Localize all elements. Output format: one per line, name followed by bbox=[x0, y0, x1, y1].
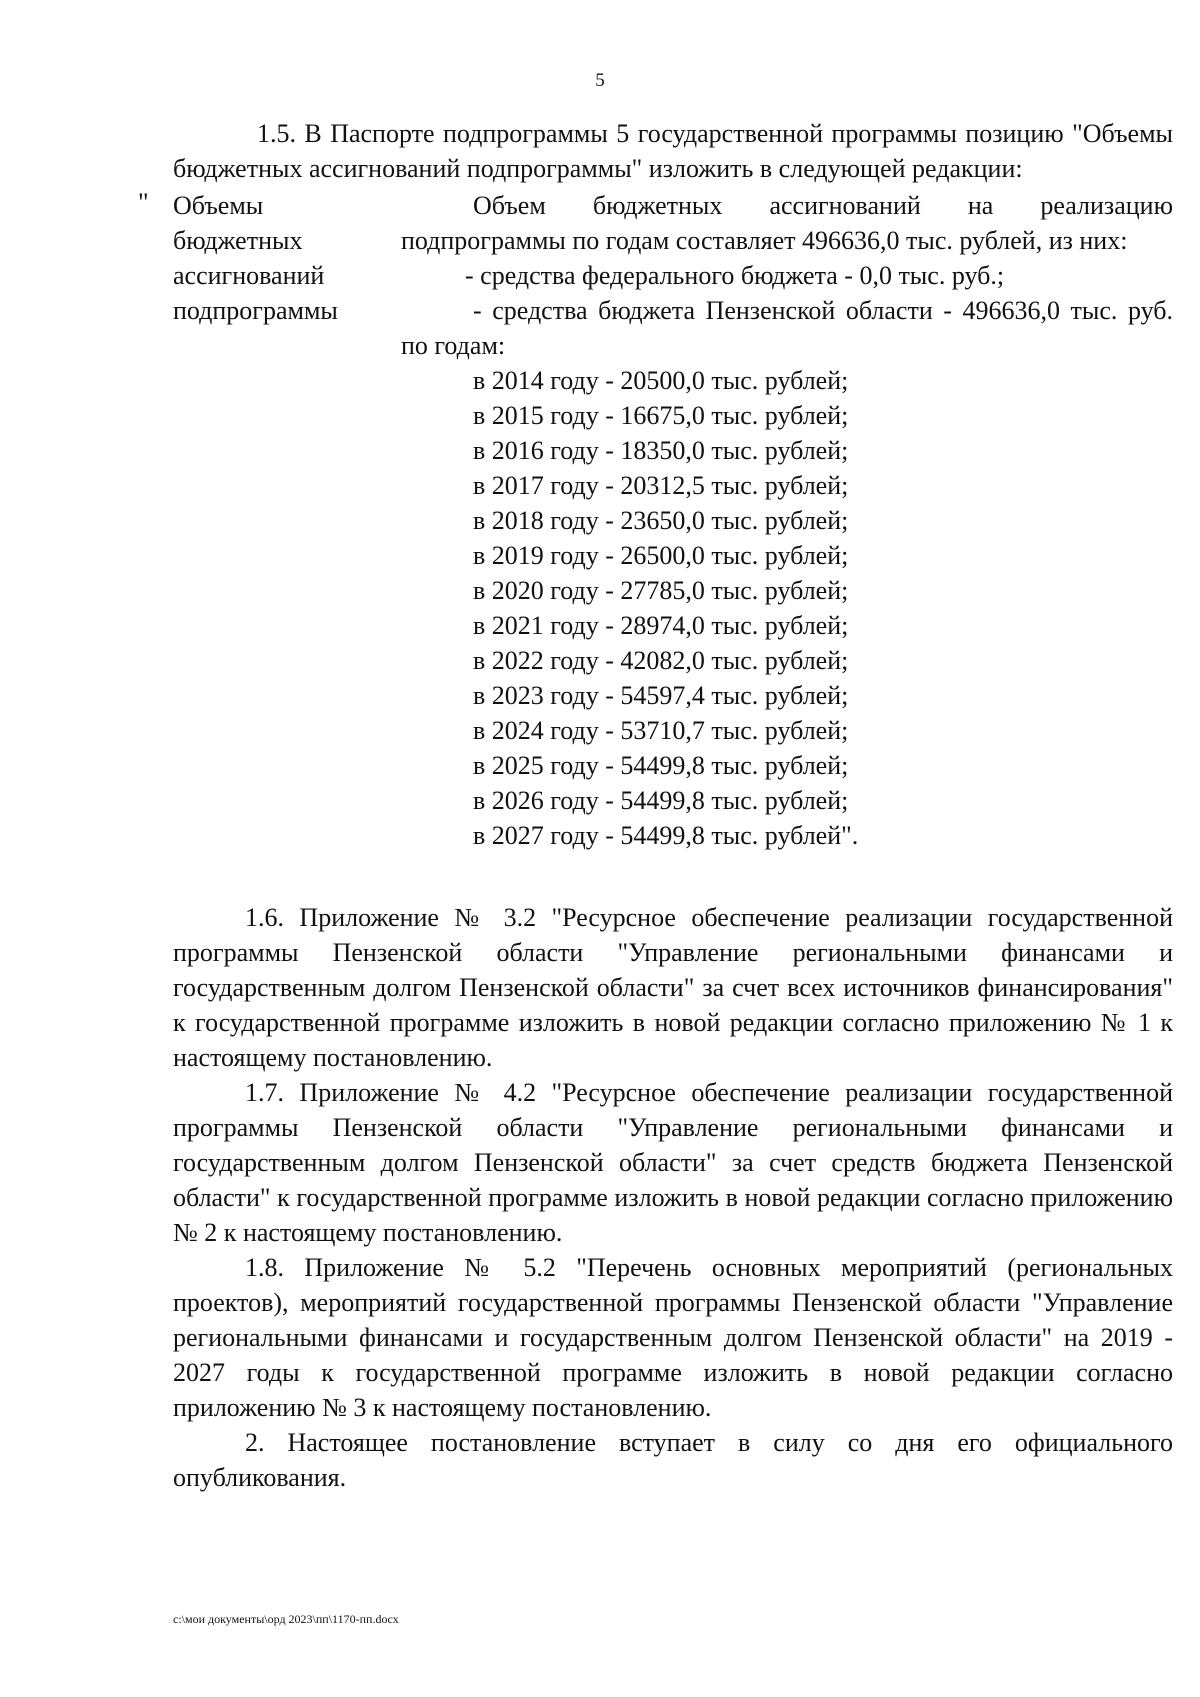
year-item: в 2022 году - 42082,0 тыс. рублей; bbox=[473, 646, 849, 675]
year-item: в 2023 году - 54597,4 тыс. рублей; bbox=[473, 681, 849, 710]
year-item: в 2026 году - 54499,8 тыс. рублей; bbox=[473, 786, 849, 815]
year-item: в 2019 году - 26500,0 тыс. рублей; bbox=[473, 541, 849, 570]
passport-label bbox=[173, 188, 383, 328]
passport-regional: - средства бюджета Пензенской области - 496636,0 тыс. руб. по годам: bbox=[401, 296, 1173, 360]
paragraph-1-6: 1.6. Приложение № 3.2 "Ресурсное обеспечение реализации государственной программы Пензенской области "Управление региональными финансами и государственным долгом Пензенской области" за счет всех источников финансирования" к государственной программе изложить в новой редакции согласно приложению № 1 к настоящему постановлению. bbox=[173, 903, 1173, 1072]
passport-label-line: бюджетных bbox=[173, 226, 303, 255]
year-item: в 2027 году - 54499,8 тыс. рублей". bbox=[473, 821, 859, 850]
paragraph-1-5: 1.5. В Паспорте подпрограммы 5 государственной программы позицию "Объемы бюджетных ассигнований подпрограммы" изложить в следующей редакции: bbox=[173, 119, 1173, 183]
document-body bbox=[138, 116, 1173, 1495]
year-item: в 2021 году - 28974,0 тыс. рублей; bbox=[473, 611, 849, 640]
footer-file-path: c:\мои документы\орд 2023\пп\1170-пп.docx bbox=[173, 1612, 399, 1626]
year-item: в 2018 году - 23650,0 тыс. рублей; bbox=[473, 506, 849, 535]
passport-federal: - средства федерального бюджета - 0,0 тыс. руб.; bbox=[465, 261, 1005, 290]
paragraph-1-8: 1.8. Приложение № 5.2 "Перечень основных мероприятий (региональных проектов), мероприятий государственной программы Пензенской области "Управление региональными финансами и государственным долгом Пензенской области" на 2019 - 2027 годы к государственной программе изложить в новой редакции согласно приложению № 3 к настоящему постановлению. bbox=[173, 1253, 1173, 1422]
passport-value bbox=[401, 188, 1173, 853]
paragraph-1-7: 1.7. Приложение № 4.2 "Ресурсное обеспечение реализации государственной программы Пензенской области "Управление региональными финансами и государственным долгом Пензенской области" за счет средств бюджета Пензенской области" к государственной программе изложить в новой редакции согласно приложению № 2 к настоящему постановлению. bbox=[173, 1078, 1173, 1247]
passport-intro: Объем бюджетных ассигнований на реализацию подпрограммы по годам составляет 496636,0 тыс. рублей, из них: bbox=[401, 191, 1173, 255]
passport-label-line: Объемы bbox=[173, 191, 264, 220]
paragraph-2: 2. Настоящее постановление вступает в силу со дня его официального опубликования. bbox=[173, 1428, 1173, 1492]
year-item: в 2016 году - 18350,0 тыс. рублей; bbox=[473, 436, 849, 465]
year-item: в 2020 году - 27785,0 тыс. рублей; bbox=[473, 576, 849, 605]
open-quote: " bbox=[138, 188, 149, 217]
passport-years-list bbox=[401, 363, 1173, 853]
year-item: в 2015 году - 16675,0 тыс. рублей; bbox=[473, 401, 849, 430]
page-number: 5 bbox=[595, 70, 605, 91]
year-item: в 2025 году - 54499,8 тыс. рублей; bbox=[473, 751, 849, 780]
passport-label-line: подпрограммы bbox=[173, 296, 338, 325]
passport-label-line: ассигнований bbox=[173, 261, 325, 290]
year-item: в 2017 году - 20312,5 тыс. рублей; bbox=[473, 471, 849, 500]
year-item: в 2014 году - 20500,0 тыс. рублей; bbox=[473, 366, 849, 395]
year-item: в 2024 году - 53710,7 тыс. рублей; bbox=[473, 716, 849, 745]
passport-block bbox=[138, 188, 1173, 900]
